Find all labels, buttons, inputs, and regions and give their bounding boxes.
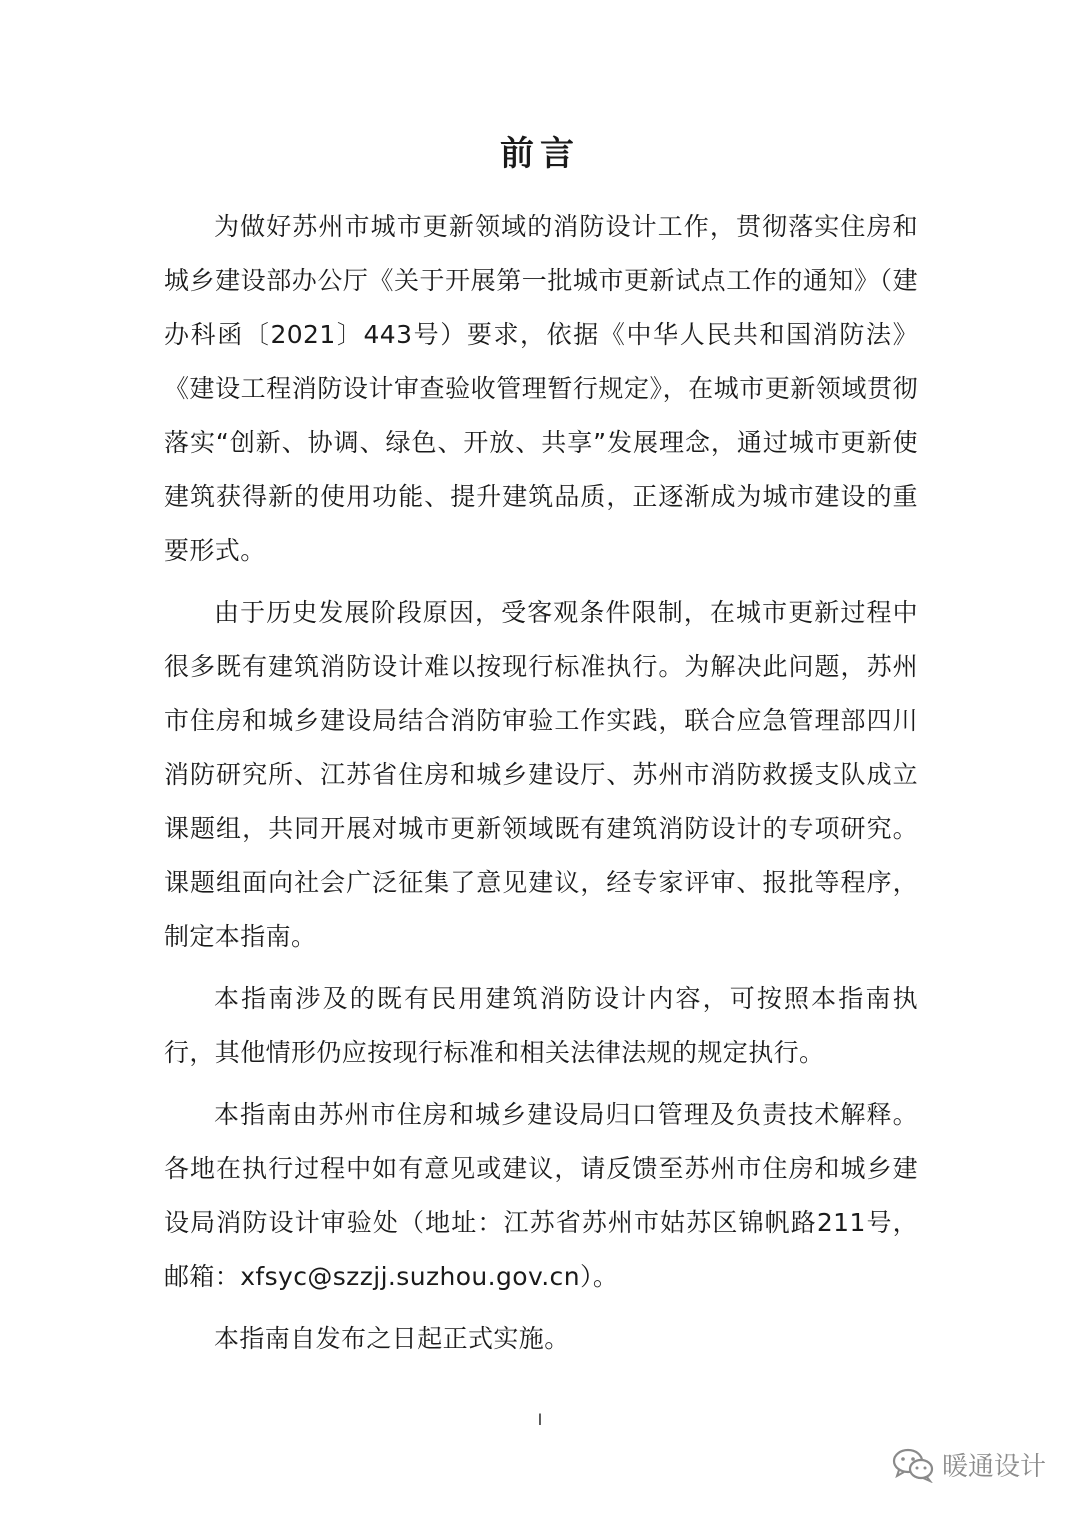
watermark-text: 暖通设计 bbox=[941, 1452, 1046, 1482]
paragraph-1: 为做好苏州市城市更新领域的消防设计工作，贯彻落实住房和城乡建设部办公厅《关于开展第一批城市更新试点工作的通知》（建办科函〔2021〕443号）要求，依据《中华人民共和国消防法》《建设工程消防设计审查验收管理暂行规定》，在城市更新领域贯彻落实“创新、协调、绿色、开放、共享”发展理念，通过城市更新使建筑获得新的使用功能、提升建筑品质，正逐渐成为城市建设的重要形式。 bbox=[164, 212, 918, 565]
watermark bbox=[892, 1446, 1046, 1483]
paragraph-2: 由于历史发展阶段原因，受客观条件限制，在城市更新过程中很多既有建筑消防设计难以按现行标准执行。为解决此问题，苏州市住房和城乡建设局结合消防审验工作实践，联合应急管理部四川消防研究所、江苏省住房和城乡建设厅、苏州市消防救援支队成立课题组，共同开展对城市更新领域既有建筑消防设计的专项研究。课题组面向社会广泛征集了意见建议，经专家评审、报批等程序，制定本指南。 bbox=[164, 598, 918, 951]
page-number: I bbox=[537, 1410, 543, 1429]
paragraph-5: 本指南自发布之日起正式实施。 bbox=[214, 1324, 570, 1353]
paragraph-4: 本指南由苏州市住房和城乡建设局归口管理及负责技术解释。各地在执行过程中如有意见或建议，请反馈至苏州市住房和城乡建设局消防设计审验处（地址：江苏省苏州市姑苏区锦帆路211号，邮箱：xfsyc@szzjj.suzhou.gov.cn）。 bbox=[164, 1100, 918, 1291]
paragraph-3: 本指南涉及的既有民用建筑消防设计内容，可按照本指南执行，其他情形仍应按现行标准和相关法律法规的规定执行。 bbox=[164, 984, 918, 1067]
document-body bbox=[164, 200, 918, 1374]
page-title: 前言 bbox=[500, 134, 580, 174]
wechat-icon bbox=[892, 1447, 934, 1483]
